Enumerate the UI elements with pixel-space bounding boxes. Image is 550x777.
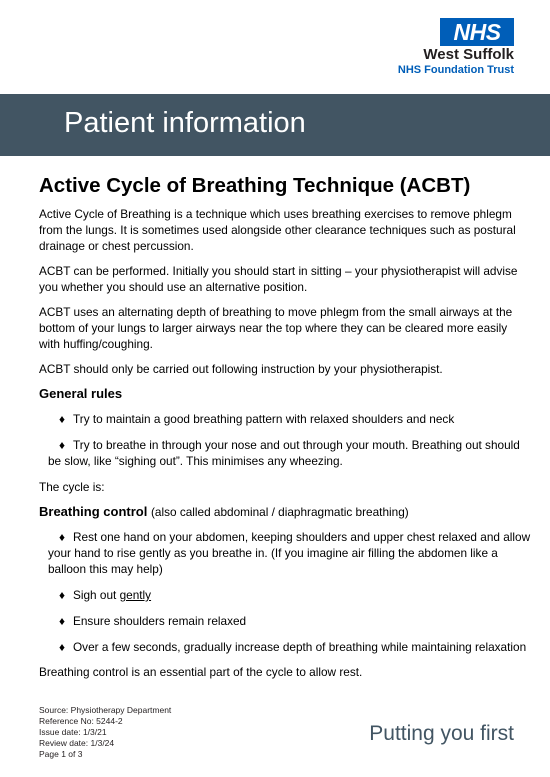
document-footer bbox=[39, 705, 171, 760]
diamond-bullet-icon: ♦ bbox=[59, 588, 66, 602]
list-item bbox=[39, 437, 531, 469]
tagline: Putting you first bbox=[369, 722, 514, 745]
list-item-text: Sigh out bbox=[73, 588, 120, 602]
intro-paragraph: ACBT can be performed. Initially you should start in sitting – your physiotherapist will advise you whether you should use an alternative position. bbox=[39, 264, 518, 294]
diamond-bullet-icon: ♦ bbox=[59, 614, 66, 628]
cycle-intro: The cycle is: bbox=[39, 480, 105, 494]
footer-source: Source: Physiotherapy Department bbox=[39, 705, 172, 715]
general-rules-list bbox=[39, 411, 531, 469]
underlined-text: gently bbox=[119, 588, 152, 602]
nhs-logo bbox=[440, 18, 514, 46]
list-item-text: Rest one hand on your abdomen, keeping shoulders and upper chest relaxed and allow your hand to rise gently as you breathe in. (If you imagine air filling the abdomen like a balloon this may help) bbox=[48, 530, 531, 576]
footer-reference: Reference No: 5244-2 bbox=[39, 716, 123, 726]
list-item-text: Over a few seconds, gradually increase depth of breathing while maintaining relaxation bbox=[73, 640, 527, 654]
list-item-text: Try to maintain a good breathing pattern with relaxed shoulders and neck bbox=[73, 412, 455, 426]
intro-paragraph: ACBT uses an alternating depth of breathing to move phlegm from the small airways at the bottom of your lungs to larger airways near the top where they can be cleared more easily with huffing/coughing. bbox=[39, 305, 513, 351]
diamond-bullet-icon: ♦ bbox=[59, 412, 66, 426]
general-rules-heading: General rules bbox=[39, 386, 123, 401]
organisation-name: West Suffolk bbox=[423, 46, 514, 63]
diamond-bullet-icon: ♦ bbox=[59, 530, 66, 544]
diamond-bullet-icon: ♦ bbox=[59, 640, 66, 654]
footer-review-date: Review date: 1/3/24 bbox=[39, 738, 115, 748]
document-body bbox=[39, 174, 531, 689]
list-item bbox=[39, 613, 531, 629]
patient-information-banner bbox=[0, 94, 550, 156]
closing-paragraph: Breathing control is an essential part of the cycle to allow rest. bbox=[39, 665, 363, 679]
list-item bbox=[39, 411, 531, 427]
banner-title: Patient information bbox=[64, 107, 306, 139]
breathing-control-heading-row bbox=[39, 504, 531, 520]
breathing-control-list bbox=[39, 529, 531, 655]
nhs-logo-text: NHS bbox=[453, 19, 501, 45]
list-item bbox=[39, 529, 531, 577]
breathing-control-note: (also called abdominal / diaphragmatic breathing) bbox=[150, 505, 409, 519]
breathing-control-heading: Breathing control bbox=[39, 504, 148, 519]
list-item bbox=[39, 587, 531, 603]
list-item-text: Try to breathe in through your nose and out through your mouth. Breathing out should be slow, like “sighing out”. This minimises any wheezing. bbox=[48, 438, 520, 468]
document-title: Active Cycle of Breathing Technique (ACBT) bbox=[39, 174, 471, 197]
footer-issue-date: Issue date: 1/3/21 bbox=[39, 727, 107, 737]
intro-paragraph: ACBT should only be carried out following instruction by your physiotherapist. bbox=[39, 362, 443, 376]
list-item bbox=[39, 639, 531, 655]
footer-page-number: Page 1 of 3 bbox=[39, 749, 83, 759]
organisation-subtitle: NHS Foundation Trust bbox=[397, 64, 514, 76]
diamond-bullet-icon: ♦ bbox=[59, 438, 66, 452]
intro-paragraph: Active Cycle of Breathing is a technique which uses breathing exercises to remove phlegm from the lungs. It is sometimes used alongside other clearance techniques such as postural drainage or chest percussion. bbox=[39, 207, 516, 253]
list-item-text: Ensure shoulders remain relaxed bbox=[73, 614, 247, 628]
